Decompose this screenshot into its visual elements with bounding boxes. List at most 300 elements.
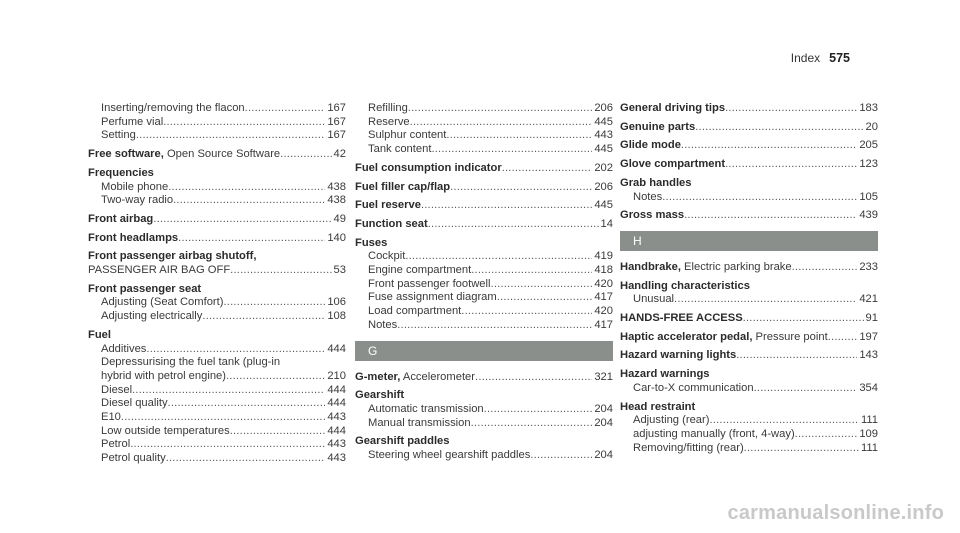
entry-term: Front passenger airbag shutoff,	[88, 250, 257, 263]
index-entry	[620, 280, 878, 307]
index-subentry	[355, 417, 613, 431]
index-heading	[355, 389, 613, 403]
index-entry	[88, 283, 346, 324]
page-ref: 53	[333, 264, 346, 277]
page-ref: 167	[327, 115, 346, 128]
index-subentry	[355, 116, 613, 130]
dot-leader	[153, 213, 331, 227]
entry-detail: adjusting manually (front, 4-way)	[633, 427, 795, 440]
entry-text	[368, 143, 431, 157]
index-entry	[88, 167, 346, 208]
entry-detail: Steering wheel gearshift paddles	[368, 449, 531, 462]
entry-detail: Setting	[101, 129, 136, 142]
index-subentry	[88, 370, 346, 384]
index-heading	[355, 237, 613, 251]
entry-text	[633, 428, 795, 442]
entry-text	[368, 102, 408, 116]
dot-leader	[168, 181, 325, 195]
dot-leader	[475, 371, 592, 385]
dot-leader	[146, 343, 325, 357]
index-entry	[620, 121, 878, 135]
entry-detail: Fuse assignment diagram	[368, 291, 497, 304]
entry-detail: Adjusting (Seat Comfort)	[101, 296, 224, 309]
entry-detail: Automatic transmission	[368, 402, 484, 415]
entry-detail: Diesel	[101, 383, 133, 396]
entry-term: Fuses	[355, 236, 388, 249]
entry-text	[368, 291, 497, 305]
entry-detail: Refilling	[368, 102, 408, 114]
index-main-entry	[355, 371, 613, 385]
index-subentry	[620, 428, 878, 442]
page-ref: 108	[327, 310, 346, 323]
page-ref: 443	[327, 411, 346, 424]
index-main-entry	[620, 121, 878, 135]
page-ref: 14	[600, 217, 613, 230]
index-entry	[620, 261, 878, 275]
entry-text	[633, 414, 709, 428]
page-ref: 210	[327, 369, 346, 382]
entry-term: Handling characteristics	[620, 279, 750, 292]
index-entry	[355, 371, 613, 385]
entry-term: Frequencies	[88, 166, 154, 179]
index-main-entry	[620, 331, 878, 345]
page-ref: 444	[327, 424, 346, 437]
entry-detail: Open Source Software	[163, 148, 281, 161]
dot-leader	[136, 129, 325, 143]
entry-detail: Mobile phone	[101, 180, 169, 193]
index-heading	[620, 177, 878, 191]
entry-text	[355, 371, 475, 385]
page-ref: 197	[859, 330, 878, 343]
entry-detail: Electric parking brake	[680, 260, 792, 273]
page-ref: 444	[327, 342, 346, 355]
entry-detail: Adjusting electrically	[101, 310, 203, 323]
page-ref: 20	[865, 120, 878, 133]
dot-leader	[397, 319, 592, 333]
page-ref: 418	[594, 264, 613, 277]
dot-leader	[121, 411, 325, 425]
index-heading	[88, 167, 346, 181]
index-letter-header: H	[620, 231, 878, 251]
index-main-entry	[620, 312, 878, 326]
index-subentry	[355, 403, 613, 417]
page-ref: 206	[594, 102, 613, 114]
page-ref: 205	[859, 139, 878, 152]
entry-text	[88, 232, 178, 246]
dot-leader	[725, 102, 857, 116]
index-entry	[620, 102, 878, 116]
index-main-entry	[620, 261, 878, 275]
entry-term: General driving tips	[620, 102, 726, 114]
dot-leader	[163, 116, 325, 130]
entry-text	[101, 102, 245, 116]
entry-detail: Petrol quality	[101, 452, 166, 465]
entry-term: Front airbag	[88, 212, 154, 225]
index-entry	[620, 401, 878, 456]
page-ref: 143	[859, 349, 878, 362]
page-ref: 420	[594, 277, 613, 290]
index-entry	[620, 177, 878, 204]
index-entry	[355, 389, 613, 430]
entry-detail: Inserting/removing the flacon	[101, 102, 245, 114]
dot-leader	[497, 291, 593, 305]
entry-text	[620, 102, 725, 116]
dot-leader	[166, 452, 326, 466]
index-column-1	[88, 102, 346, 471]
index-subentry	[88, 411, 346, 425]
index-heading	[88, 329, 346, 343]
index-subentry	[355, 250, 613, 264]
page-ref: 91	[865, 312, 878, 325]
entry-text	[620, 121, 695, 135]
entry-detail: Adjusting (rear)	[633, 414, 710, 427]
page-ref: 438	[327, 180, 346, 193]
index-heading	[355, 435, 613, 449]
page-ref: 321	[594, 370, 613, 383]
entry-term: Fuel reserve	[355, 199, 421, 212]
page-ref: 443	[594, 129, 613, 142]
entry-text	[355, 162, 502, 176]
index-subentry	[355, 264, 613, 278]
entry-term: Gearshift	[355, 389, 405, 402]
dot-leader	[428, 218, 599, 232]
index-subentry	[88, 129, 346, 143]
page-ref: 417	[594, 318, 613, 331]
index-subentry	[88, 310, 346, 324]
dot-leader	[709, 414, 859, 428]
entry-text	[368, 278, 491, 292]
index-main-entry	[620, 139, 878, 153]
entry-detail: Notes	[368, 318, 398, 331]
index-heading	[88, 250, 346, 264]
entry-detail: Sulphur content	[368, 129, 447, 142]
entry-text	[101, 411, 121, 425]
entry-detail: Two-way radio	[101, 194, 174, 207]
entry-text	[633, 293, 674, 307]
index-subentry	[355, 143, 613, 157]
index-entry	[88, 232, 346, 246]
page-ref: 444	[327, 383, 346, 396]
index-main-entry	[88, 264, 346, 278]
dot-leader	[681, 139, 857, 153]
dot-leader	[132, 384, 325, 398]
index-main-entry	[355, 218, 613, 232]
index-entry	[355, 102, 613, 157]
entry-term: Head restraint	[620, 400, 696, 413]
dot-leader	[695, 121, 863, 135]
index-subentry	[88, 438, 346, 452]
entry-detail: Manual transmission	[368, 416, 471, 429]
index-subentry-text: Depressurising the fuel tank (plug-in	[101, 356, 281, 369]
watermark-logo: carmanualsonline.info	[727, 502, 944, 524]
entry-text	[620, 331, 828, 345]
entry-text	[633, 382, 754, 396]
dot-leader	[744, 442, 859, 456]
entry-text	[633, 191, 662, 205]
index-heading	[88, 283, 346, 297]
page-ref: 445	[594, 115, 613, 128]
entry-text	[101, 310, 202, 324]
entry-detail: Car-to-X communication	[633, 381, 754, 394]
index-entry	[620, 331, 878, 345]
page-ref: 123	[859, 158, 878, 171]
index-subentry	[88, 425, 346, 439]
entry-text	[355, 199, 421, 213]
dot-leader	[725, 158, 857, 172]
index-entry	[88, 213, 346, 227]
page-ref: 445	[594, 143, 613, 156]
index-subentry	[88, 194, 346, 208]
index-entry	[88, 250, 346, 277]
entry-detail: Pressure point	[752, 330, 828, 343]
index-entry	[88, 102, 346, 143]
page-ref: 167	[327, 102, 346, 114]
dot-leader	[674, 293, 857, 307]
entry-text	[620, 349, 736, 363]
dot-leader	[662, 191, 857, 205]
index-subentry	[355, 278, 613, 292]
entry-term: Fuel filler cap/flap	[355, 180, 451, 193]
entry-text	[101, 370, 226, 384]
entry-text	[368, 449, 530, 463]
index-subentry	[355, 305, 613, 319]
dot-leader	[421, 199, 592, 213]
index-heading	[620, 401, 878, 415]
index-entry	[355, 237, 613, 333]
dot-leader	[230, 264, 331, 278]
entry-detail: Tank content	[368, 143, 432, 156]
index-subentry	[88, 116, 346, 130]
dot-leader	[410, 116, 593, 130]
dot-leader	[168, 397, 326, 411]
index-subentry	[620, 191, 878, 205]
index-entry	[355, 199, 613, 213]
entry-text	[620, 139, 681, 153]
page-ref: 354	[859, 381, 878, 394]
page-ref: 443	[327, 438, 346, 451]
dot-leader	[450, 181, 592, 195]
index-letter-header: G	[355, 341, 613, 361]
entry-text	[620, 158, 725, 172]
entry-term: Front headlamps	[88, 231, 179, 244]
dot-leader	[736, 349, 857, 363]
entry-term: Gross mass	[620, 209, 685, 222]
page-ref: 444	[327, 397, 346, 410]
index-subentry	[88, 384, 346, 398]
entry-text	[355, 181, 450, 195]
index-entry	[355, 181, 613, 195]
entry-term: Fuel consumption indicator	[355, 161, 502, 174]
entry-detail: Front passenger footwell	[368, 277, 491, 290]
index-subentry	[355, 291, 613, 305]
dot-leader	[431, 143, 592, 157]
dot-leader	[471, 417, 593, 431]
page-ref: 140	[327, 231, 346, 244]
entry-text	[88, 264, 230, 278]
entry-text	[368, 116, 410, 130]
page-ref: 202	[594, 161, 613, 174]
entry-term: Hazard warning lights	[620, 349, 737, 362]
dot-leader	[408, 102, 593, 116]
index-main-entry	[355, 162, 613, 176]
entry-detail: Perfume vial	[101, 115, 164, 128]
page-ref: 419	[594, 250, 613, 263]
entry-text	[620, 312, 743, 326]
entry-detail: hybrid with petrol engine)	[101, 369, 226, 382]
dot-leader	[484, 403, 593, 417]
index-entry	[88, 329, 346, 466]
entry-term: HANDS-FREE ACCESS	[620, 312, 743, 325]
entry-term: Front passenger seat	[88, 282, 202, 295]
page-ref: 42	[333, 148, 346, 161]
entry-text	[101, 384, 132, 398]
entry-detail: Notes	[633, 190, 663, 203]
entry-text	[88, 148, 280, 162]
dot-leader	[405, 250, 592, 264]
entry-text	[101, 452, 166, 466]
entry-term: Glide mode	[620, 139, 681, 152]
index-entry	[620, 349, 878, 363]
entry-term: G-meter,	[355, 370, 401, 383]
page-ref: 233	[859, 260, 878, 273]
entry-detail: Cockpit	[368, 250, 406, 263]
page-ref: 206	[594, 180, 613, 193]
entry-text	[101, 296, 224, 310]
index-subentry	[88, 102, 346, 116]
entry-detail: Load compartment	[368, 305, 462, 318]
page-ref: 443	[327, 452, 346, 465]
entry-detail: E10	[101, 411, 121, 424]
page-ref: 167	[327, 129, 346, 142]
page-ref: 438	[327, 194, 346, 207]
entry-term: Genuine parts	[620, 120, 696, 133]
dot-leader	[461, 305, 592, 319]
index-main-entry	[88, 213, 346, 227]
page-ref: 420	[594, 305, 613, 318]
entry-detail: Diesel quality	[101, 397, 168, 410]
page-ref: 417	[594, 291, 613, 304]
dot-leader	[226, 370, 325, 384]
entry-detail: Reserve	[368, 115, 410, 128]
dot-leader	[530, 449, 592, 463]
entry-term: Fuel	[88, 328, 111, 341]
dot-leader	[828, 331, 858, 345]
entry-text	[101, 425, 230, 439]
index-subentry	[88, 452, 346, 466]
index-entry	[620, 158, 878, 172]
page-ref: 111	[860, 441, 878, 454]
dot-leader	[491, 278, 593, 292]
entry-text	[101, 116, 163, 130]
index-main-entry	[620, 209, 878, 223]
dot-leader	[245, 102, 326, 116]
page-ref: 105	[859, 190, 878, 203]
dot-leader	[754, 382, 858, 396]
entry-term: Free software,	[88, 148, 164, 161]
dot-leader	[202, 310, 325, 324]
entry-term: Handbrake,	[620, 260, 681, 273]
index-column-2	[355, 102, 613, 468]
dot-leader	[130, 438, 325, 452]
index-subentry	[88, 397, 346, 411]
entry-term: Glove compartment	[620, 158, 726, 171]
entry-text	[355, 218, 428, 232]
entry-text	[101, 129, 136, 143]
index-subentry	[355, 319, 613, 333]
entry-detail: Low outside temperatures	[101, 424, 230, 437]
index-main-entry	[355, 181, 613, 195]
entry-detail: Petrol	[101, 438, 131, 451]
entry-term: Hazard warnings	[620, 368, 710, 381]
index-subentry	[620, 382, 878, 396]
entry-text	[101, 194, 173, 208]
index-main-entry	[88, 148, 346, 162]
page-header	[791, 51, 850, 65]
entry-text	[88, 213, 153, 227]
entry-text	[368, 250, 405, 264]
index-heading	[620, 280, 878, 294]
index-entry	[355, 162, 613, 176]
page-ref: 204	[594, 449, 613, 462]
index-subentry	[620, 414, 878, 428]
entry-text	[368, 403, 484, 417]
page-ref: 421	[859, 293, 878, 306]
index-subentry	[88, 343, 346, 357]
dot-leader	[173, 194, 325, 208]
index-subentry	[88, 181, 346, 195]
entry-detail: PASSENGER AIR BAG OFF	[88, 264, 231, 277]
dot-leader	[502, 162, 593, 176]
index-main-entry	[88, 232, 346, 246]
index-column-3	[620, 102, 878, 460]
dot-leader	[280, 148, 331, 162]
dot-leader	[684, 209, 857, 223]
index-entry	[355, 218, 613, 232]
entry-text	[368, 264, 471, 278]
entry-text	[368, 417, 471, 431]
index-main-entry	[620, 158, 878, 172]
page-ref: 109	[859, 427, 878, 440]
entry-text	[368, 305, 461, 319]
entry-detail: Accelerometer	[400, 370, 476, 383]
page-ref: 106	[327, 296, 346, 309]
index-entry	[620, 139, 878, 153]
index-subentry	[355, 449, 613, 463]
entry-text	[101, 438, 130, 452]
page-ref: 111	[860, 414, 878, 427]
index-entry	[620, 209, 878, 223]
dot-leader	[471, 264, 592, 278]
index-main-entry	[620, 349, 878, 363]
dot-leader	[792, 261, 858, 275]
dot-leader	[230, 425, 326, 439]
entry-text	[368, 129, 446, 143]
dot-leader	[224, 296, 326, 310]
page-ref: 439	[859, 209, 878, 222]
dot-leader	[743, 312, 864, 326]
entry-detail: Removing/fitting (rear)	[633, 441, 744, 454]
dot-leader	[795, 428, 858, 442]
page-number: 575	[829, 51, 850, 65]
dot-leader	[446, 129, 592, 143]
page-ref: 445	[594, 199, 613, 212]
dot-leader	[178, 232, 325, 246]
index-entry	[355, 435, 613, 462]
entry-term: Grab handles	[620, 176, 692, 189]
page-ref: 204	[594, 402, 613, 415]
page-ref: 204	[594, 416, 613, 429]
entry-text	[620, 261, 792, 275]
